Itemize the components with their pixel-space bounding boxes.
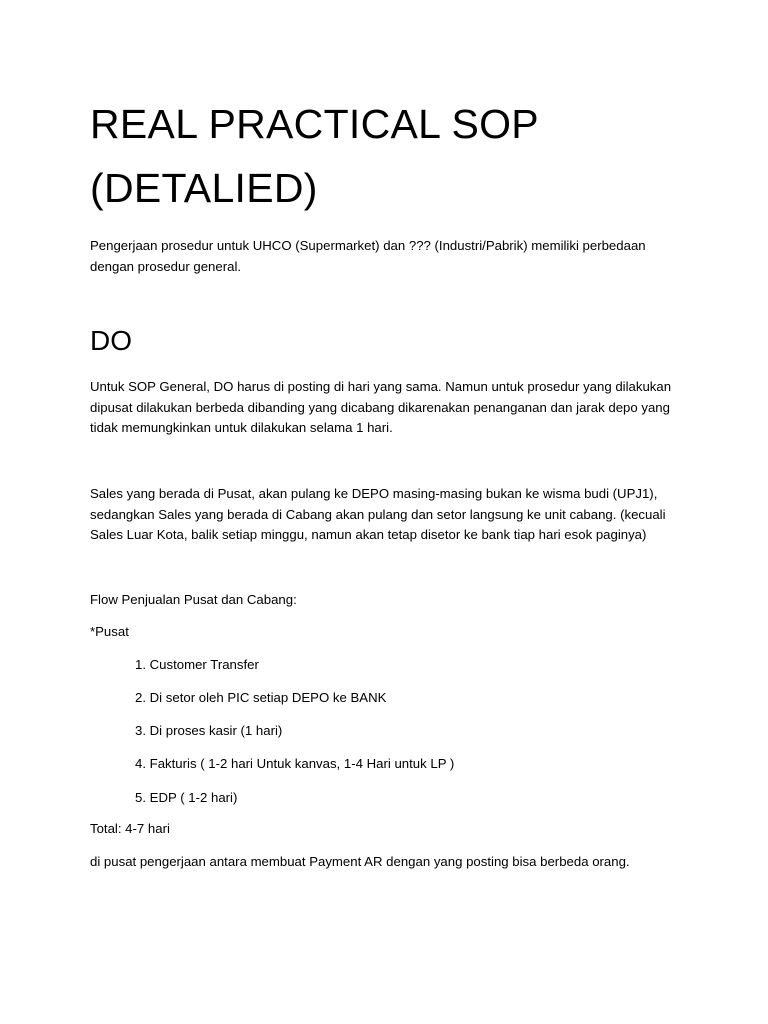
document-title-line-1: REAL PRACTICAL SOP [90, 101, 539, 147]
flow-step: 5. EDP ( 1-2 hari) [135, 790, 238, 805]
do-paragraph-2: Sales yang berada di Pusat, akan pulang ke DEPO masing-masing bukan ke wisma budi (UPJ1), sedangkan Sales yang berada di Cabang akan pulang dan setor langsung ke unit cabang. (kecuali Sales Luar Kota, balik setiap minggu, namun akan tetap disetor ke bank tiap hari esok paginya) [90, 486, 666, 542]
flow-step: 4. Fakturis ( 1-2 hari Untuk kanvas, 1-4 Hari untuk LP ) [135, 756, 455, 771]
flow-step: 3. Di proses kasir (1 hari) [135, 723, 283, 738]
flow-title: Flow Penjualan Pusat dan Cabang: [90, 592, 297, 607]
do-paragraph-1: Untuk SOP General, DO harus di posting di hari yang sama. Namun untuk prosedur yang dilakukan dipusat dilakukan berbeda dibanding yang dicabang dikarenakan penanganan dan jarak depo yang tidak memungkinkan untuk dilakukan selama 1 hari. [90, 379, 672, 435]
intro-paragraph: Pengerjaan prosedur untuk UHCO (Supermarket) dan ??? (Industri/Pabrik) memiliki perbedaan dengan prosedur general. [90, 238, 646, 274]
flow-step: 1. Customer Transfer [135, 657, 259, 672]
flow-step: 2. Di setor oleh PIC setiap DEPO ke BANK [135, 690, 387, 705]
pusat-label: *Pusat [90, 624, 129, 639]
document-title-line-2: (DETALIED) [90, 165, 318, 211]
total-duration: Total: 4-7 hari [90, 821, 170, 836]
pusat-note: di pusat pengerjaan antara membuat Payment AR dengan yang posting bisa berbeda orang. [90, 854, 630, 869]
section-heading-do: DO [90, 325, 132, 356]
